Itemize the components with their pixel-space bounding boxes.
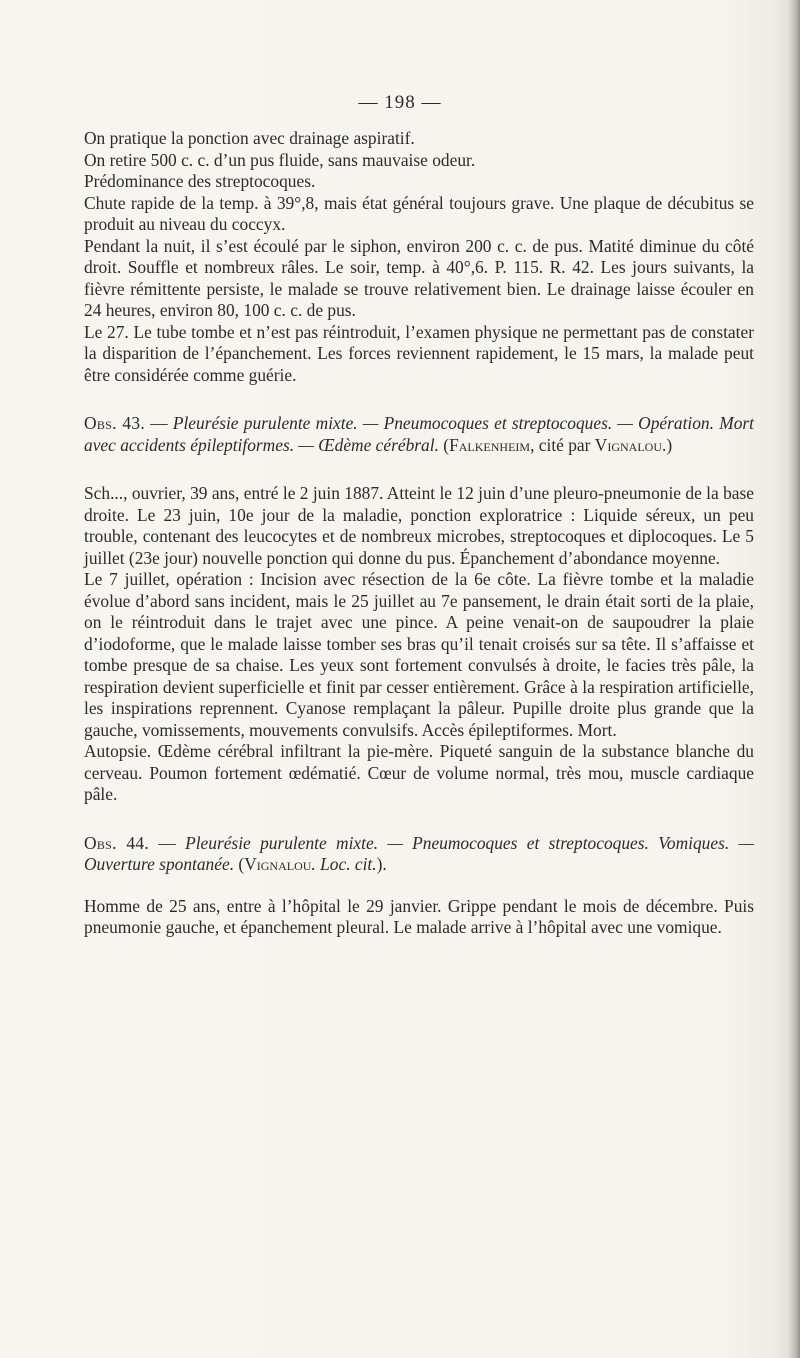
paragraph: Le 7 juillet, opération : Incision avec résection de la 6e côte. La fièvre tombe et la maladie évolue d’abord sans incident, mais le 25 juillet au 7e pansement, le drain était sorti de la plaie, on le réintroduit dans le trajet avec une pince. A peine venait-on de saupoudrer la plaie d’iodoforme, que le malade laisse tomber ses bras qu’il tenait croisés sur sa tête. Il s’affaisse et tombe presque de sa chaise. Les yeux sont fortement convulsés à droite, le facies très pâle, la respiration devient superficielle et finit par cesser entièrement. Grâce à la respiration artificielle, les inspirations reprennent. Cyanose remplaçant la pâleur. Pupille droite plus grande que la gauche, vomissements, mouvements convulsifs. Accès épileptiformes. Mort.	[84, 569, 754, 740]
source-open: (	[438, 434, 450, 455]
paragraph: Chute rapide de la temp. à 39°,8, mais état général toujours grave. Une plaque de décubitus se produit au niveau du coccyx.	[84, 192, 754, 234]
paragraph: Homme de 25 ans, entre à l’hôpital le 29 janvier. Grippe pendant le mois de décembre. Puis pneumonie gauche, et épanchement pleural. Le malade arrive à l’hôpital avec une vomique.	[84, 895, 754, 937]
paragraph: Pendant la nuit, il s’est écoulé par le siphon, environ 200 c. c. de pus. Matité diminue du côté droit. Souffle et nombreux râles. Le soir, temp. à 40°,6. P. 115. R. 42. Les jours suivants, la fièvre rémittente persiste, le malade se trouve relativement bien. Le drainage laisse écouler en 24 heures, environ 80, 100 c. c. de pus.	[84, 235, 754, 320]
observation-label: Obs. 43.	[84, 413, 145, 433]
paragraph: Prédominance des streptocoques.	[84, 171, 316, 191]
paragraph: Autopsie. Œdème cérébral infiltrant la pie-mère. Piqueté sanguin de la substance blanche du cerveau. Poumon fortement œdématié. Cœur de volume normal, très mou, muscle cardiaque pâle.	[84, 741, 754, 804]
source-author: Vignalou	[244, 854, 312, 874]
heading-dash: —	[144, 413, 173, 433]
observation-heading-44	[84, 833, 754, 876]
source-mid: , cité par	[530, 434, 595, 455]
paragraph: On pratique la ponction avec drainage aspiratif.	[84, 128, 415, 148]
source-close: ).	[376, 854, 387, 874]
source-author: Falkenheim	[449, 434, 531, 455]
page-number: — 198 —	[358, 92, 442, 113]
source-author-2: Vignalou	[594, 434, 662, 455]
paragraph: On retire 500 c. c. d’un pus fluide, sans mauvaise odeur.	[84, 149, 476, 170]
paragraph: Sch..., ouvrier, 39 ans, entré le 2 juin 1887. Atteint le 12 juin d’une pleuro-pneumonie de la base droite. Le 23 juin, 10e jour de la maladie, ponction exploratrice : Liquide séreux, un peu trouble, contenant des leucocytes et de nombreux microbes, streptocoques et diplocoques. Le 5 juillet (23e jour) nouvelle ponction qui donne du pus. Épanchement d’abondance moyenne.	[84, 483, 754, 568]
source-open: (	[234, 854, 245, 874]
paragraph: Le 27. Le tube tombe et n’est pas réintroduit, l’examen physique ne permettant pas de constater la disparition de l’épanchement. Les forces reviennent rapidement, le 15 mars, la malade peut être considérée comme guérie.	[84, 321, 754, 385]
body-text	[84, 128, 754, 939]
heading-dash: —	[149, 832, 186, 853]
observation-heading-43	[84, 413, 754, 456]
observation-title: Pleurésie purulente mixte. — Pneumocoques et streptocoques. Vomiques. — Ouverture spontanée.	[84, 832, 754, 874]
source-reference: . Loc. cit.	[311, 854, 377, 874]
source-close: .)	[662, 434, 673, 455]
observation-title: Pleurésie purulente mixte. — Pneumocoques et streptocoques. — Opération. Mort avec accidents épileptiformes. — Œdème cérébral.	[84, 413, 754, 455]
page-edge-shadow	[788, 0, 800, 1358]
observation-label: Obs. 44.	[84, 832, 150, 853]
